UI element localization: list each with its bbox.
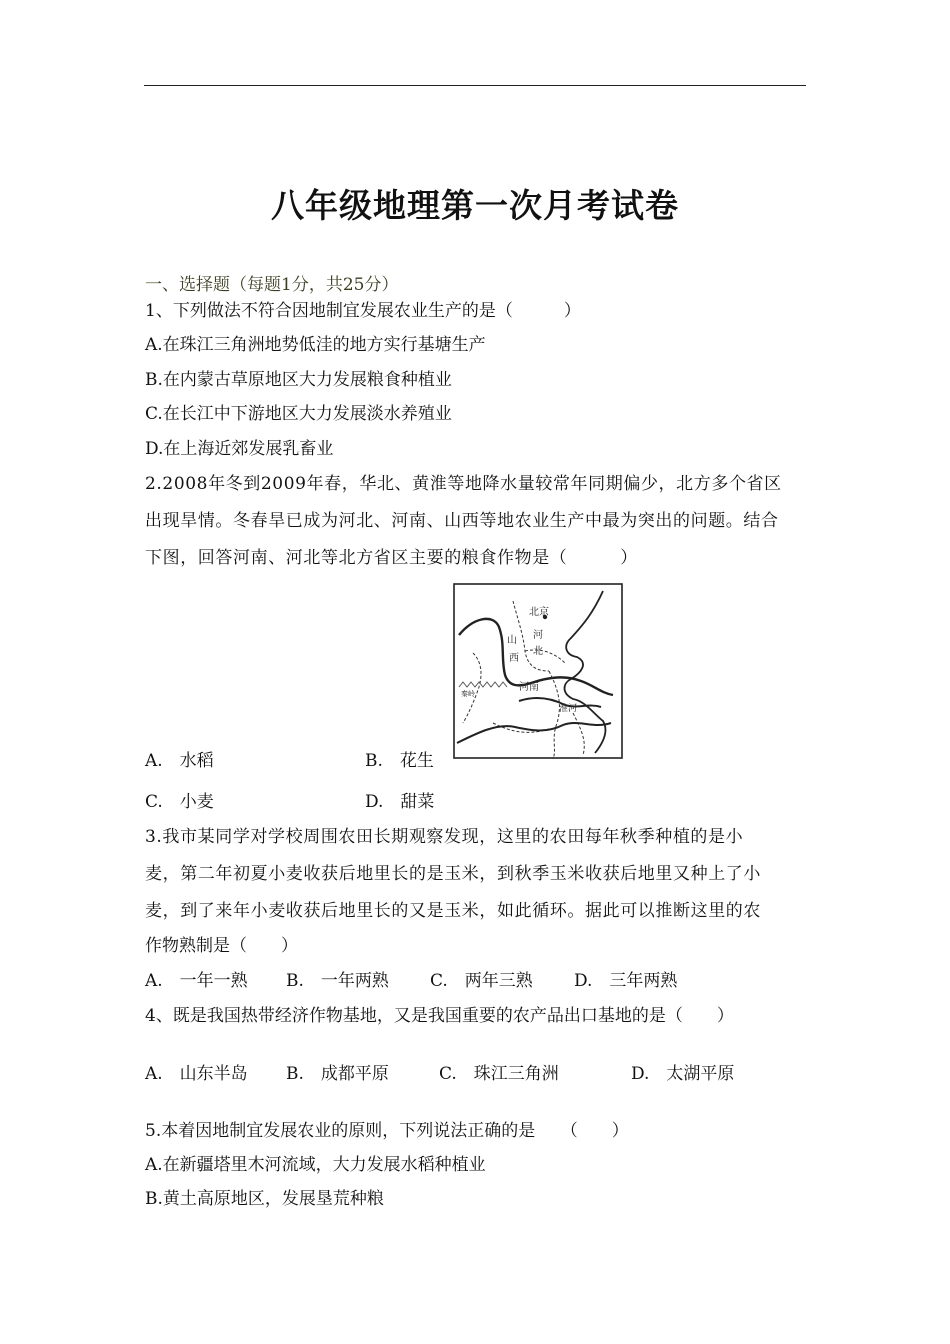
header-rule	[144, 85, 806, 86]
q4-option-a: A. 山东半岛	[145, 1064, 248, 1084]
map-label-hebei-1: 河	[533, 630, 543, 641]
q3-option-a: A. 一年一熟	[145, 971, 248, 991]
q3-stem-line-1: 3.我市某同学对学校周围农田长期观察发现，这里的农田每年秋季种植的是小	[145, 827, 744, 847]
q2-stem-line-2: 出现旱情。冬春旱已成为河北、河南、山西等地农业生产中最为突出的问题。结合	[145, 511, 779, 531]
q5-option-b: B.黄土高原地区，发展垦荒种粮	[145, 1189, 384, 1209]
section-heading: 一、选择题（每题1分，共25分）	[145, 275, 399, 295]
q2-option-a: A. 水稻	[145, 751, 214, 771]
map-label-qinling: 秦岭	[461, 690, 475, 698]
q1-option-a: A.在珠江三角洲地势低洼的地方实行基塘生产	[145, 335, 486, 355]
q1-option-d: D.在上海近郊发展乳畜业	[145, 439, 334, 459]
page-title: 八年级地理第一次月考试卷	[271, 186, 679, 225]
q3-option-d: D. 三年两熟	[574, 971, 678, 991]
map-label-huaihe: 淮河	[559, 704, 578, 714]
map-label-beijing: 北京	[529, 607, 549, 618]
q4-option-c: C. 珠江三角洲	[439, 1064, 559, 1084]
map-label-hebei-2: 北	[533, 646, 543, 657]
q1-option-c: C.在长江中下游地区大力发展淡水养殖业	[145, 404, 452, 424]
q3-stem-line-3: 麦，到了来年小麦收获后地里长的又是玉米，如此循环。据此可以推断这里的农	[145, 901, 761, 921]
q2-option-d: D. 甜菜	[365, 792, 435, 812]
q2-stem-line-1: 2.2008年冬到2009年春，华北、黄淮等地降水量较常年同期偏少，北方多个省区	[145, 474, 782, 494]
q3-stem-line-4: 作物熟制是（ ）	[145, 936, 298, 956]
q5-option-a: A.在新疆塔里木河流域，大力发展水稻种植业	[145, 1155, 486, 1175]
north-china-map	[453, 583, 623, 759]
q5-stem: 5.本着因地制宜发展农业的原则，下列说法正确的是 （ ）	[145, 1121, 629, 1141]
q3-option-b: B. 一年两熟	[286, 971, 389, 991]
q3-stem-line-2: 麦，第二年初夏小麦收获后地里长的是玉米，到秋季玉米收获后地里又种上了小	[145, 864, 761, 884]
map-label-shanxi-2: 西	[509, 653, 519, 664]
q4-option-d: D. 太湖平原	[631, 1064, 735, 1084]
q2-option-c: C. 小麦	[145, 792, 214, 812]
q4-stem: 4、既是我国热带经济作物基地，又是我国重要的农产品出口基地的是（ ）	[145, 1006, 734, 1026]
q4-option-b: B. 成都平原	[286, 1064, 389, 1084]
map-label-shanxi-1: 山	[507, 635, 517, 646]
q1-option-b: B.在内蒙古草原地区大力发展粮食种植业	[145, 370, 452, 390]
q3-option-c: C. 两年三熟	[430, 971, 533, 991]
q2-stem-line-3: 下图，回答河南、河北等北方省区主要的粮食作物是（ ）	[145, 548, 638, 568]
map-label-henan: 河南	[519, 682, 539, 693]
q1-stem: 1、下列做法不符合因地制宜发展农业生产的是（ ）	[145, 301, 581, 321]
q2-option-b: B. 花生	[365, 751, 434, 771]
